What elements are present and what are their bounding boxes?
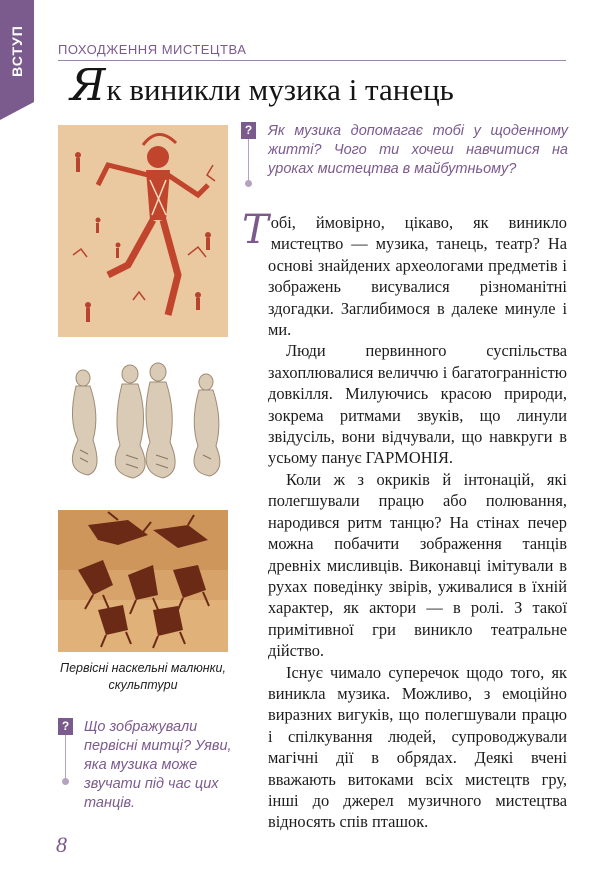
paragraph-1-text: обі, ймовірно, цікаво, як виникло мистецтво — музика, танець, театр? На основі знайдених археологами предметів і зображень висувалися різноманітні здогадки. Заглибимося в далеке минуле і ми. xyxy=(268,213,567,340)
section-label: ПОХОДЖЕННЯ МИСТЕЦТВА xyxy=(58,42,247,57)
drop-cap: Т xyxy=(242,207,269,253)
cave-painting-image xyxy=(58,510,228,652)
paragraph-4: Існує чимало суперечок щодо того, як виникла музика. Можливо, з емоційно виразних вигуків, що полегшували працю і спілкування людей, супроводжували магічні дії в обрядах. Деякі вчені вважають витоками всіх мистецтв гру, інші до джерел музичного мистецтва відносять спів пташок. xyxy=(268,662,567,832)
question-text-bottom: Що зображували первісні митці? Уяви, яка музика може звучати під час цих танців. xyxy=(84,719,232,811)
title-text: к виникли музика і танець xyxy=(106,72,454,107)
question-box-top xyxy=(241,122,571,197)
page-number: 8 xyxy=(56,832,67,857)
question-line xyxy=(248,139,249,181)
question-dot xyxy=(62,778,69,785)
rock-painting-image xyxy=(58,125,228,337)
question-text-top: Як музика допомагає тобі у щоденному житті? Чого ти хочеш навчитися на уроках мистецтва в майбутньому? xyxy=(268,123,568,177)
paragraph-3: Коли ж з окриків й інтонацій, які полегшували працю або полювання, народився ритм танцю? На стінах печер можна побачити зображення танців древніх мисливців. Виконавці імітували в рухах поведінку звірів, уживалися в їхній характер, як актори — в ролі. З такої примітивної гри виникло театральне дійство. xyxy=(268,469,567,661)
question-line xyxy=(65,735,66,779)
main-text xyxy=(242,207,567,833)
clay-figurines-image xyxy=(58,360,228,482)
paragraph-1 xyxy=(242,207,567,340)
question-mark-icon: ? xyxy=(58,718,73,735)
title-initial: Я xyxy=(70,60,106,111)
page-title xyxy=(70,60,454,112)
paragraph-2: Люди первинного суспільства захоплювалися величчю і багатогранністю довкілля. Милуючись красою природи, зокрема ритмами звуків, що линули звідусіль, вони відчували, що навкруги в усьому панує ГАРМОНІЯ. xyxy=(268,341,567,468)
question-box-bottom xyxy=(58,718,233,813)
image-caption: Первісні наскельні малюнки, скульптури xyxy=(60,661,226,692)
section-divider xyxy=(58,60,566,61)
section-tab xyxy=(0,0,34,102)
section-tab-label: ВСТУП xyxy=(9,25,26,77)
question-mark-icon: ? xyxy=(241,122,256,139)
question-dot xyxy=(245,180,252,187)
